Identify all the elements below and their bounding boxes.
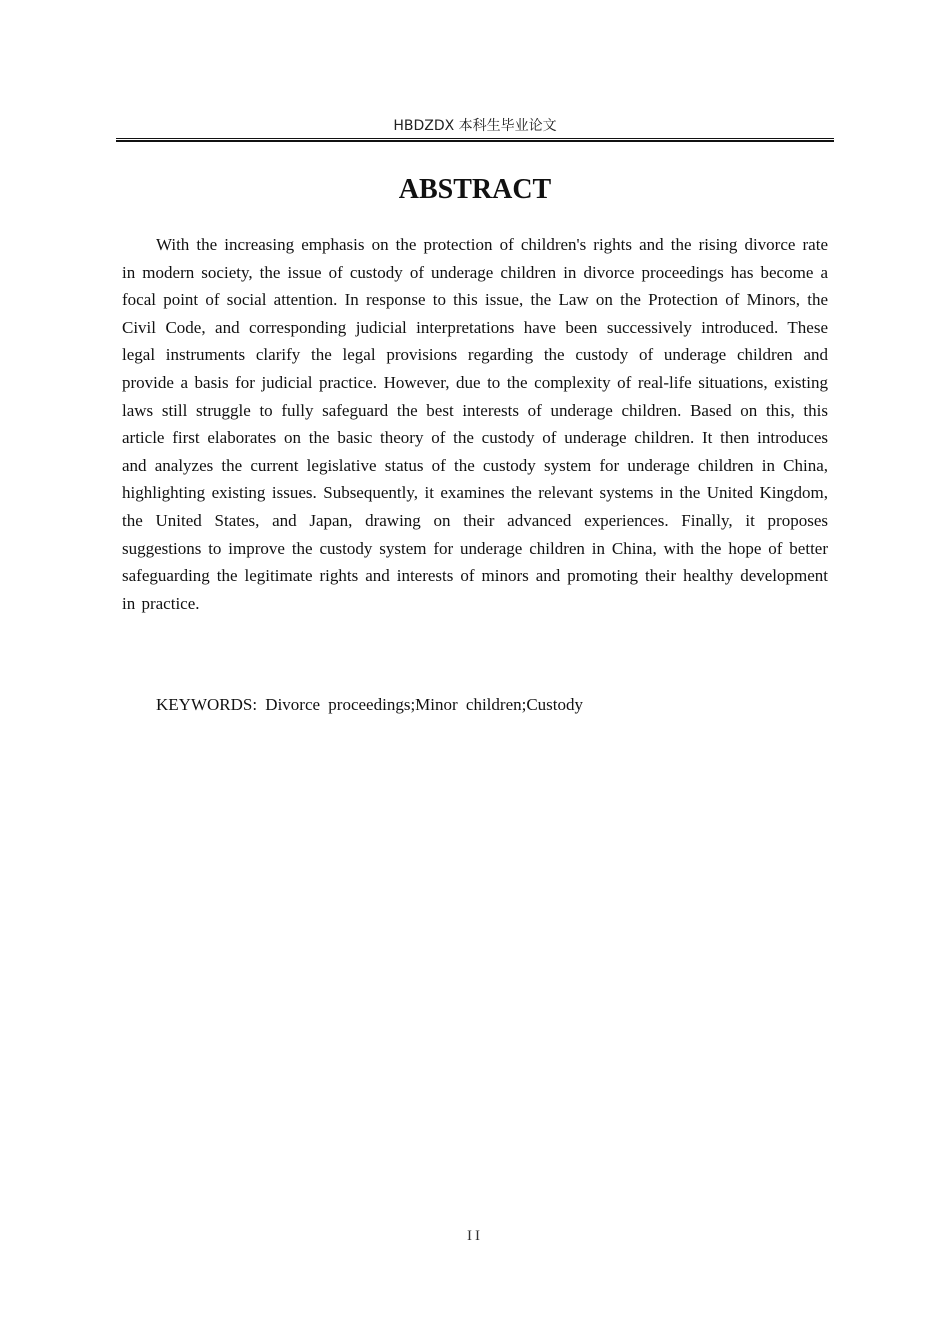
header-rule-thin [116,138,834,139]
abstract-body: With the increasing emphasis on the protection of children's rights and the rising divorce rate in modern society, the issue of custody of underage children in divorce proceedings has become a focal point of social attention. In response to this issue, the Law on the Protection of Minors, the Civil Code, and corresponding judicial interpretations have been successively introduced. These legal instruments clarify the legal provisions regarding the custody of underage children and provide a basis for judicial practice. However, due to the complexity of real-life situations, existing laws still struggle to fully safeguard the best interests of underage children. Based on this, this article first elaborates on the basic theory of the custody of underage children. It then introduces and analyzes the current legislative status of the custody system for underage children in China, highlighting existing issues. Subsequently, it examines the relevant systems in the United Kingdom, the United States, and Japan, drawing on their advanced experiences. Finally, it proposes suggestions to improve the custody system for underage children in China, with the hope of better safeguarding the legitimate rights and interests of minors and promoting their healthy development in practice. [122,235,828,613]
page-number: II [467,1228,483,1244]
running-header: HBDZDX 本科生毕业论文 [393,118,557,134]
abstract-title: ABSTRACT [398,174,552,205]
keywords-line: KEYWORDS: Divorce proceedings;Minor children;Custody [156,695,584,714]
header-rule-thick [116,140,834,142]
